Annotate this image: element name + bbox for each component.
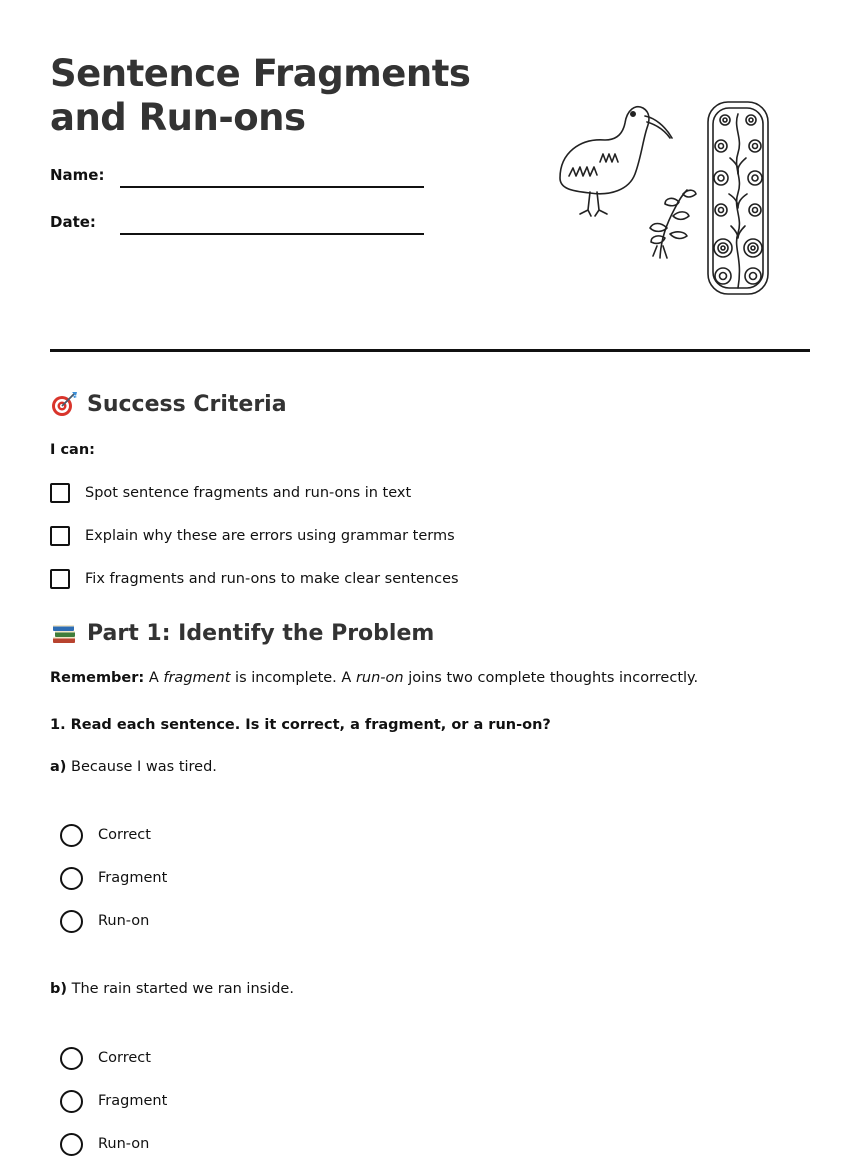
name-field[interactable] [120, 184, 424, 188]
title-line-1: Sentence Fragments [50, 52, 471, 95]
option-label: Run-on [98, 1136, 150, 1152]
option-correct-b[interactable] [60, 1045, 151, 1071]
part1-title: Part 1: Identify the Problem [87, 620, 435, 646]
fragment-term: fragment [163, 670, 231, 686]
target-icon [50, 390, 78, 418]
radio-button[interactable] [60, 867, 83, 890]
i-can-label: I can: [50, 442, 95, 458]
item-sentence: Because I was tired. [71, 759, 217, 775]
criteria-text: Explain why these are errors using grammar terms [85, 528, 455, 544]
option-fragment-b[interactable] [60, 1088, 167, 1114]
question-item-b [50, 981, 294, 997]
criteria-checkbox[interactable] [50, 569, 70, 589]
item-sentence: The rain started we ran inside. [71, 981, 294, 997]
part1-heading [50, 619, 434, 647]
radio-button[interactable] [60, 1133, 83, 1156]
radio-button[interactable] [60, 1090, 83, 1113]
remember-text-3: joins two complete thoughts incorrectly. [408, 670, 699, 686]
option-fragment-a[interactable] [60, 865, 167, 891]
question-item-a [50, 759, 217, 775]
remember-text-2: is incomplete. A [235, 670, 352, 686]
criteria-checkbox[interactable] [50, 483, 70, 503]
success-criteria-title: Success Criteria [87, 391, 287, 417]
page-title [50, 52, 470, 140]
item-letter: a) [50, 759, 67, 775]
option-label: Correct [98, 1050, 151, 1066]
criteria-text: Fix fragments and run-ons to make clear sentences [85, 571, 459, 587]
header-divider [50, 349, 810, 352]
option-label: Correct [98, 827, 151, 843]
option-run-on-a[interactable] [60, 908, 149, 934]
criteria-item[interactable] [50, 481, 411, 505]
radio-button[interactable] [60, 824, 83, 847]
option-run-on-b[interactable] [60, 1131, 149, 1157]
success-criteria-heading [50, 390, 287, 418]
name-field-row [50, 166, 430, 196]
criteria-item[interactable] [50, 567, 459, 591]
date-field-row [50, 213, 430, 243]
criteria-text: Spot sentence fragments and run-ons in text [85, 485, 412, 501]
option-label: Fragment [98, 870, 168, 886]
title-line-2: and Run-ons [50, 96, 306, 139]
option-label: Run-on [98, 913, 150, 929]
criteria-item[interactable] [50, 524, 455, 548]
option-correct-a[interactable] [60, 822, 151, 848]
date-field[interactable] [120, 231, 424, 235]
run-on-term: run-on [355, 670, 404, 686]
remember-text-1: A [148, 670, 159, 686]
option-label: Fragment [98, 1093, 168, 1109]
radio-button[interactable] [60, 910, 83, 933]
question-1-prompt: 1. Read each sentence. Is it correct, a fragment, or a run-on? [50, 717, 551, 733]
name-label: Name: [50, 166, 105, 184]
kiwi-and-carving-illustration [555, 98, 775, 298]
remember-label: Remember: [50, 670, 145, 686]
radio-button[interactable] [60, 1047, 83, 1070]
item-letter: b) [50, 981, 68, 997]
criteria-checkbox[interactable] [50, 526, 70, 546]
books-icon [50, 619, 78, 647]
date-label: Date: [50, 213, 96, 231]
remember-note [50, 670, 698, 686]
